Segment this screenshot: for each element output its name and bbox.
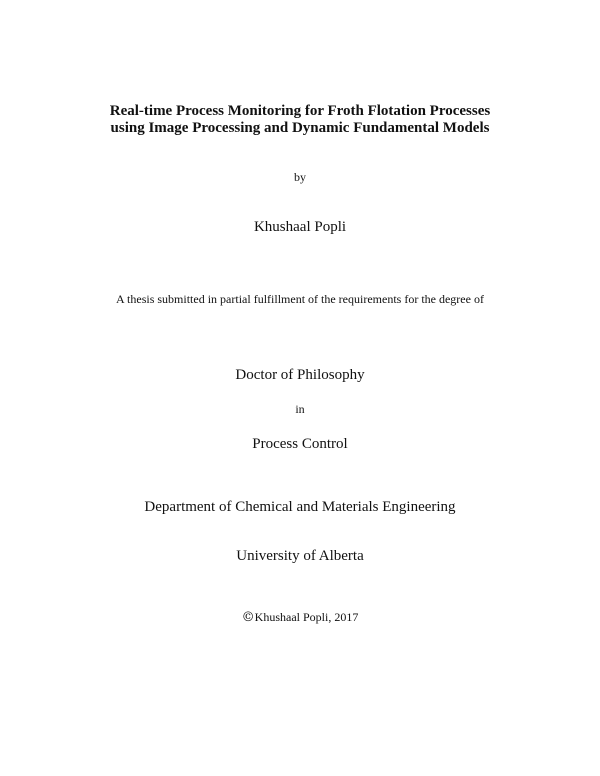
in-label: in [295, 402, 305, 416]
thesis-title-line-2: using Image Processing and Dynamic Fundamental Models [110, 120, 490, 136]
copyright-notice [0, 610, 600, 625]
department-name: Department of Chemical and Materials Engineering [144, 499, 456, 515]
thesis-title-line-1: Real-time Process Monitoring for Froth Flotation Processes [109, 103, 491, 119]
thesis-statement: A thesis submitted in partial fulfillment of the requirements for the degree of [116, 292, 484, 306]
author-name: Khushaal Popli [253, 219, 347, 235]
university-name: University of Alberta [236, 548, 364, 564]
degree-name: Doctor of Philosophy [235, 367, 365, 383]
thesis-title [0, 103, 600, 137]
copyright-symbol: © [241, 610, 255, 625]
copyright-text: Khushaal Popli, 2017 [254, 610, 359, 624]
degree-field: Process Control [252, 436, 348, 452]
by-label: by [294, 170, 306, 184]
